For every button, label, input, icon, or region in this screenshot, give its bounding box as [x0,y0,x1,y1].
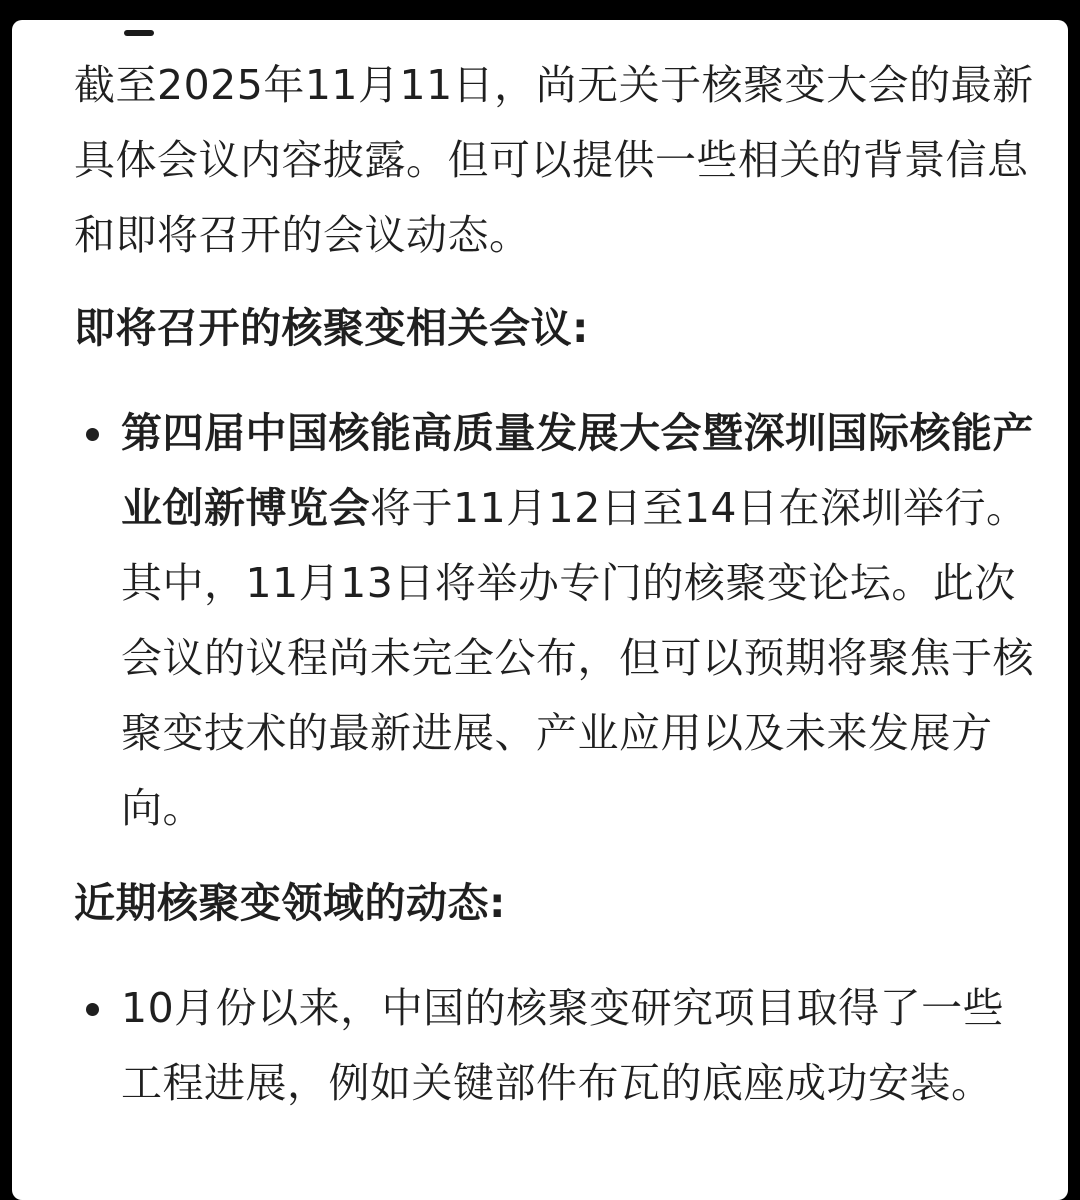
message-card [12,20,1068,1200]
bullet-dot-icon [86,428,99,441]
conference-name: 第四届中国核能高质量发展大会暨深圳国际核能产业创新博览会 [121,409,1034,532]
upcoming-meetings-list [74,396,1034,846]
recent-developments-list [74,971,1034,1121]
list-item [74,971,1034,1121]
recent-developments-heading: 近期核聚变领域的动态: [74,879,506,927]
conference-details: 将于11月12日至14日在深圳举行。其中，11月13日将举办专门的核聚变论坛。此次会议的议程尚未完全公布，但可以预期将聚焦于核聚变技术的最新进展、产业应用以及未来发展方向。 [121,484,1034,832]
development-text: 10月份以来，中国的核聚变研究项目取得了一些工程进展，例如关键部件布瓦的底座成功安装。 [121,984,1005,1107]
bullet-dot-icon [86,1003,99,1016]
upcoming-meetings-heading: 即将召开的核聚变相关会议: [74,304,589,352]
intro-paragraph: 截至2025年11月11日，尚无关于核聚变大会的最新具体会议内容披露。但可以提供一些相关的背景信息和即将召开的会议动态。 [74,61,1034,259]
response-content [74,48,1034,1141]
drag-handle[interactable] [124,30,154,36]
list-item [74,396,1034,846]
